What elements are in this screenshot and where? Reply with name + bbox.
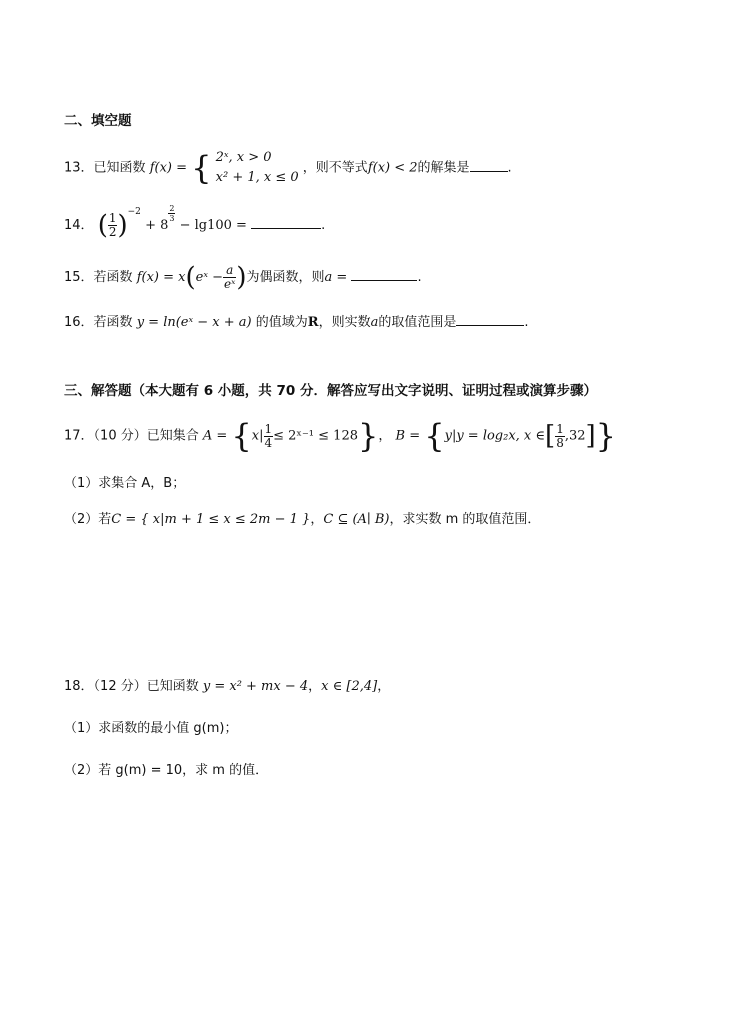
set-R: R bbox=[307, 315, 319, 330]
question-tail: 为偶函数，则 bbox=[246, 270, 325, 285]
numerator: 1 bbox=[264, 421, 273, 436]
subset-condition: C ⊆ (A∣ B) bbox=[323, 512, 390, 527]
question-end-text: 的取值范围是 bbox=[378, 315, 457, 330]
function-name: f(x) = bbox=[149, 160, 188, 176]
question-number: 13． bbox=[64, 160, 94, 176]
right-brace: } bbox=[595, 417, 617, 455]
question-number: 17．（10 分）已知集合 bbox=[64, 428, 199, 444]
left-brace: { bbox=[191, 149, 212, 187]
question-mid: ，则不等式 bbox=[302, 160, 368, 176]
question-number: 18．（12 分）已知函数 bbox=[64, 679, 199, 694]
exponent-fraction bbox=[168, 204, 175, 223]
question-lead: 若函数 bbox=[93, 270, 133, 285]
denominator: eˣ bbox=[223, 277, 236, 291]
fraction bbox=[223, 264, 236, 291]
function-expression: y = x² + mx − 4 bbox=[202, 679, 309, 694]
denominator: 2 bbox=[108, 225, 117, 239]
interval-end: ,32 bbox=[564, 428, 586, 444]
question-16 bbox=[64, 313, 529, 332]
section-title-solutions: 三、解答题（本大题有 6 小题，共 70 分．解答应写出文字说明、证明过程或演算步骤） bbox=[64, 383, 597, 399]
answer-var: a = bbox=[324, 270, 348, 285]
right-brace: } bbox=[358, 417, 379, 455]
question-number: 15． bbox=[64, 270, 94, 285]
right-paren: ) bbox=[117, 210, 128, 241]
left-brace: { bbox=[424, 417, 445, 455]
period: . bbox=[507, 160, 512, 176]
period: . bbox=[524, 315, 529, 330]
question-18 bbox=[64, 678, 390, 696]
right-paren: ) bbox=[236, 262, 247, 293]
inequality: f(x) < 2 bbox=[367, 160, 418, 176]
numerator: 1 bbox=[108, 211, 117, 225]
answer-blank bbox=[351, 268, 417, 281]
left-paren: ( bbox=[97, 210, 108, 241]
set-A-label: A = bbox=[202, 428, 228, 444]
numerator: a bbox=[223, 264, 236, 278]
question-15 bbox=[64, 264, 422, 300]
e-term: eˣ − bbox=[195, 270, 223, 285]
question-17-part-2 bbox=[64, 511, 540, 529]
question-17 bbox=[64, 417, 617, 460]
denominator: 4 bbox=[264, 435, 273, 450]
end: ， bbox=[377, 679, 391, 694]
set-A-var: x| bbox=[251, 428, 264, 444]
question-lead: 已知函数 bbox=[93, 160, 146, 176]
question-14 bbox=[64, 204, 326, 248]
left-bracket: [ bbox=[545, 421, 556, 451]
question-number: 16． bbox=[64, 315, 94, 330]
denominator: 8 bbox=[556, 435, 564, 450]
question-13 bbox=[64, 148, 512, 188]
set-B-label: B = bbox=[395, 428, 421, 444]
term-8: + 8 bbox=[145, 218, 169, 233]
function-expression: y = ln(eˣ − x + a) bbox=[136, 315, 252, 330]
right-bracket: ] bbox=[585, 421, 596, 451]
left-brace: { bbox=[231, 417, 252, 455]
part-tail: ，求实数 m 的取值范围． bbox=[389, 512, 541, 527]
question-17-part-1: （1）求集合 A，B； bbox=[64, 476, 186, 491]
domain: x ∈ [2,4] bbox=[321, 679, 378, 694]
answer-blank bbox=[470, 159, 508, 172]
separator: ， bbox=[308, 679, 322, 694]
question-tail: ，则实数 bbox=[318, 315, 371, 330]
exponent: −2 bbox=[127, 206, 141, 217]
section-title-fill-in: 二、填空题 bbox=[64, 113, 132, 129]
question-number: 14． bbox=[64, 218, 94, 233]
answer-blank bbox=[251, 216, 321, 229]
question-lead: 若函数 bbox=[93, 315, 133, 330]
expression-prefix: f(x) = x bbox=[136, 270, 186, 285]
question-mid: 的值域为 bbox=[255, 315, 308, 330]
expression-rest: − lg100 = bbox=[179, 218, 247, 233]
set-C: C = { x|m + 1 ≤ x ≤ 2m − 1 } bbox=[111, 512, 311, 527]
left-paren: ( bbox=[185, 262, 196, 293]
question-18-part-1: （1）求函数的最小值 g(m)； bbox=[64, 721, 238, 736]
period: . bbox=[321, 218, 326, 233]
param-a: a bbox=[370, 315, 379, 330]
answer-blank bbox=[456, 313, 524, 326]
case-2: x² + 1, x ≤ 0 bbox=[215, 170, 299, 185]
case-1: 2ˣ, x > 0 bbox=[215, 150, 272, 165]
question-18-part-2: （2）若 g(m) = 10，求 m 的值． bbox=[64, 763, 269, 778]
fraction bbox=[555, 423, 565, 450]
set-A-condition: ≤ 2ˣ⁻¹ ≤ 128 bbox=[273, 428, 358, 444]
numerator: 2 bbox=[169, 204, 175, 213]
separator: ， bbox=[378, 428, 392, 444]
part-sep: ， bbox=[310, 512, 324, 527]
part-prefix: （2）若 bbox=[64, 512, 112, 527]
period: . bbox=[417, 270, 422, 285]
denominator: 3 bbox=[169, 214, 175, 223]
set-B-condition: y|y = log₂x, x ∈ bbox=[444, 428, 546, 444]
numerator: 1 bbox=[556, 421, 564, 436]
question-tail: 的解集是 bbox=[417, 160, 470, 176]
piecewise-cases bbox=[216, 148, 299, 188]
fraction bbox=[264, 423, 274, 450]
